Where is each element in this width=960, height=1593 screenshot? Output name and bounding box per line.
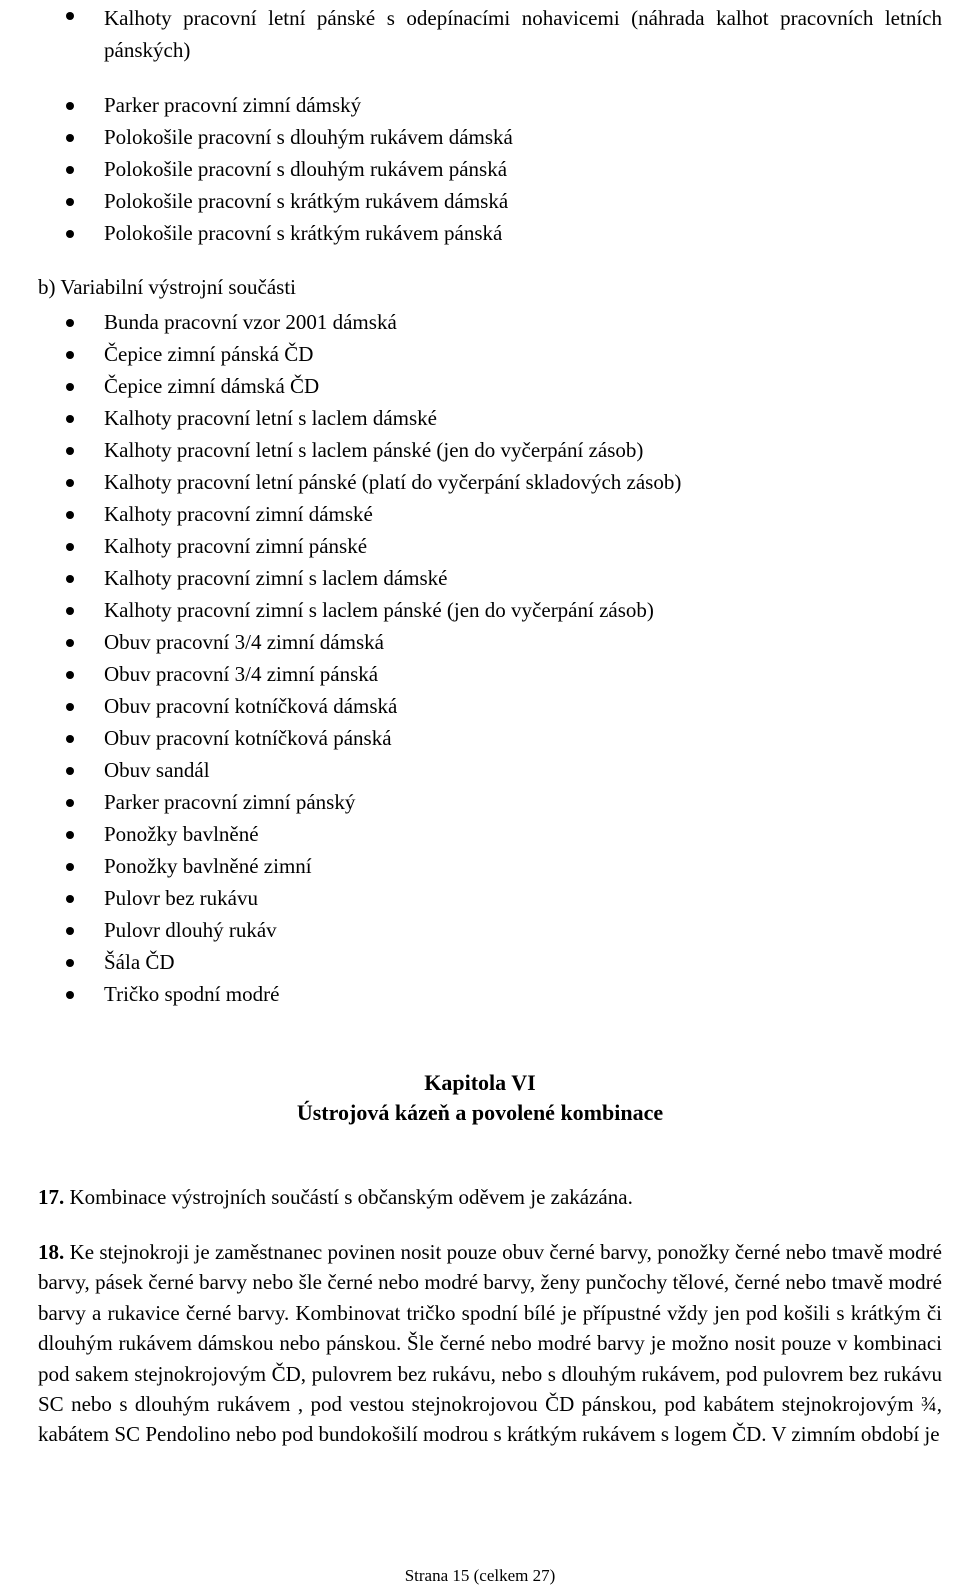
list-item: Kalhoty pracovní letní s laclem dámské (62, 405, 942, 437)
list-item: Ponožky bavlněné (62, 821, 942, 853)
paragraph-text: Ke stejnokroji je zaměstnanec povinen nosit pouze obuv černé barvy, ponožky černé nebo tmavě modré barvy, pásek černé barvy nebo šle černé nebo modré barvy, ženy punčochy tělové, černé nebo tmavě modré barvy a rukavice černé barvy. Kombinovat tričko spodní bílé je přípustné vždy jen pod košili s krátkým či dlouhým rukávem dámskou nebo pánskou. Šle černé nebo modré barvy je možno nosit pouze v kombinaci pod sakem stejnokrojovým ČD, pulovrem bez rukávu, nebo s dlouhým rukávem, pod pulovrem bez rukávu SC nebo s dlouhým rukávem , pod vestou stejnokrojovou ČD pánskou, pod kabátem stejnokrojovým ¾, kabátem SC Pendolino nebo pod bundokošilí modrou s krátkým rukávem s logem ČD. V zimním období je (38, 1240, 942, 1447)
list-item: Pulovr dlouhý rukáv (62, 917, 942, 949)
list-item: Tričko spodní modré (62, 981, 942, 1013)
list-item: Bunda pracovní vzor 2001 dámská (62, 309, 942, 341)
paragraph-17 (38, 1182, 942, 1212)
list-item: Kalhoty pracovní letní s laclem pánské (jen do vyčerpání zásob) (62, 437, 942, 469)
list-item: Obuv pracovní kotníčková pánská (62, 725, 942, 757)
list-item: Čepice zimní pánská ČD (62, 341, 942, 373)
list-item: Kalhoty pracovní zimní s laclem pánské (jen do vyčerpání zásob) (62, 597, 942, 629)
list-item: Obuv pracovní 3/4 zimní pánská (62, 661, 942, 693)
list-item: Ponožky bavlněné zimní (62, 853, 942, 885)
list-item: Kalhoty pracovní letní pánské s odepínacími nohavicemi (náhrada kalhot pracovních letních pánských) (62, 2, 942, 66)
list-item: Kalhoty pracovní zimní dámské (62, 501, 942, 533)
bullet-list-top-b (62, 92, 942, 252)
section-b-title: b) Variabilní výstrojní součásti (38, 275, 296, 299)
chapter-title: Ústrojová kázeň a povolené kombinace (296, 1100, 664, 1125)
list-item: Kalhoty pracovní zimní pánské (62, 533, 942, 565)
list-item: Polokošile pracovní s dlouhým rukávem dámská (62, 124, 942, 156)
bullet-list-top-a (62, 2, 942, 66)
paragraph-18 (38, 1237, 942, 1450)
list-item: Polokošile pracovní s krátkým rukávem pánská (62, 220, 942, 252)
list-item: Obuv pracovní kotníčková dámská (62, 693, 942, 725)
list-item: Obuv sandál (62, 757, 942, 789)
list-item: Obuv pracovní 3/4 zimní dámská (62, 629, 942, 661)
list-item: Polokošile pracovní s krátkým rukávem dámská (62, 188, 942, 220)
chapter-number: Kapitola VI (424, 1070, 536, 1095)
list-item: Čepice zimní dámská ČD (62, 373, 942, 405)
bullet-list-variable (62, 309, 942, 1013)
list-item: Pulovr bez rukávu (62, 885, 942, 917)
list-item: Kalhoty pracovní letní pánské (platí do vyčerpání skladových zásob) (62, 469, 942, 501)
paragraph-number: 17. (38, 1185, 65, 1209)
list-item: Parker pracovní zimní dámský (62, 92, 942, 124)
paragraph-text: Kombinace výstrojních součástí s občanským oděvem je zakázána. (69, 1185, 633, 1209)
page-footer: Strana 15 (celkem 27) (404, 1566, 556, 1585)
paragraph-number: 18. (38, 1240, 65, 1264)
list-item: Polokošile pracovní s dlouhým rukávem pánská (62, 156, 942, 188)
list-item: Šála ČD (62, 949, 942, 981)
list-item: Kalhoty pracovní zimní s laclem dámské (62, 565, 942, 597)
list-item: Parker pracovní zimní pánský (62, 789, 942, 821)
